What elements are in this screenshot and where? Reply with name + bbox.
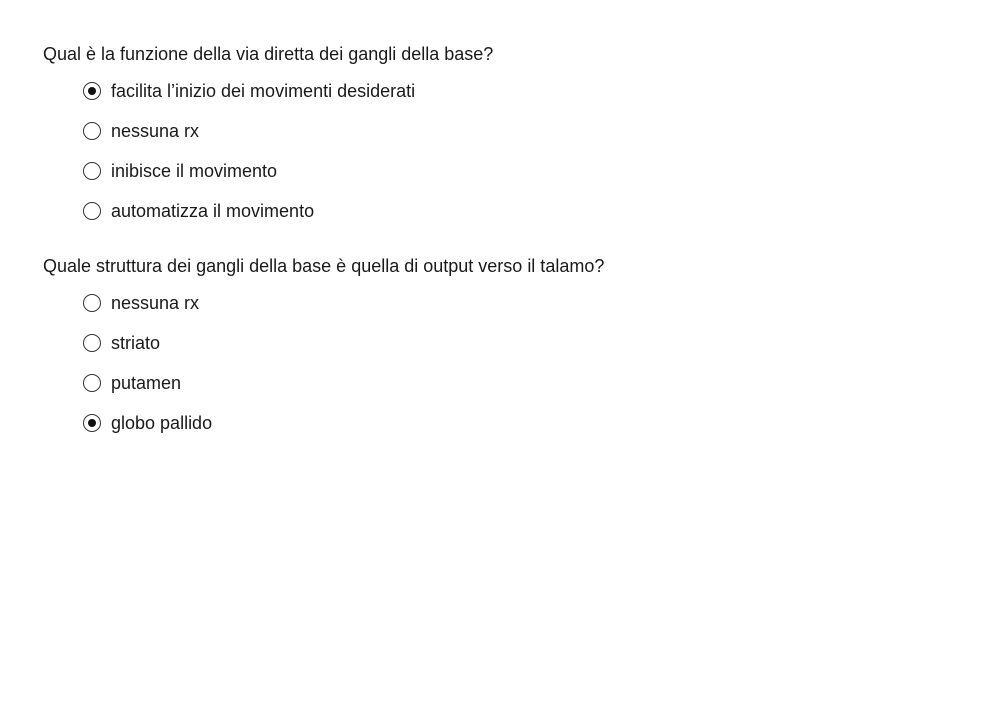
option-label: globo pallido xyxy=(111,413,213,433)
option-radio[interactable] xyxy=(83,403,943,443)
option-label: striato xyxy=(111,333,161,353)
options-list xyxy=(43,283,943,443)
option-label: inibisce il movimento xyxy=(111,161,278,181)
radio-button[interactable] xyxy=(83,374,101,392)
option-radio[interactable] xyxy=(83,151,943,191)
question-1 xyxy=(43,41,943,231)
option-radio[interactable] xyxy=(83,111,943,151)
option-label: nessuna rx xyxy=(111,121,200,141)
radio-button[interactable] xyxy=(83,162,101,180)
radio-button[interactable] xyxy=(83,82,101,100)
question-text: Quale struttura dei gangli della base è quella di output verso il talamo? xyxy=(43,256,605,276)
radio-button[interactable] xyxy=(83,294,101,312)
radio-button[interactable] xyxy=(83,202,101,220)
option-radio[interactable] xyxy=(83,71,943,111)
option-label: facilita l’inizio dei movimenti desiderati xyxy=(111,81,416,101)
question-text: Qual è la funzione della via diretta dei gangli della base? xyxy=(43,44,494,64)
option-radio[interactable] xyxy=(83,323,943,363)
option-label: automatizza il movimento xyxy=(111,201,315,221)
option-radio[interactable] xyxy=(83,363,943,403)
option-radio[interactable] xyxy=(83,191,943,231)
radio-button[interactable] xyxy=(83,122,101,140)
radio-button[interactable] xyxy=(83,414,101,432)
radio-button[interactable] xyxy=(83,334,101,352)
quiz-form xyxy=(43,41,943,465)
options-list xyxy=(43,71,943,231)
question-2 xyxy=(43,253,943,443)
option-radio[interactable] xyxy=(83,283,943,323)
option-label: putamen xyxy=(111,373,182,393)
option-label: nessuna rx xyxy=(111,293,200,313)
